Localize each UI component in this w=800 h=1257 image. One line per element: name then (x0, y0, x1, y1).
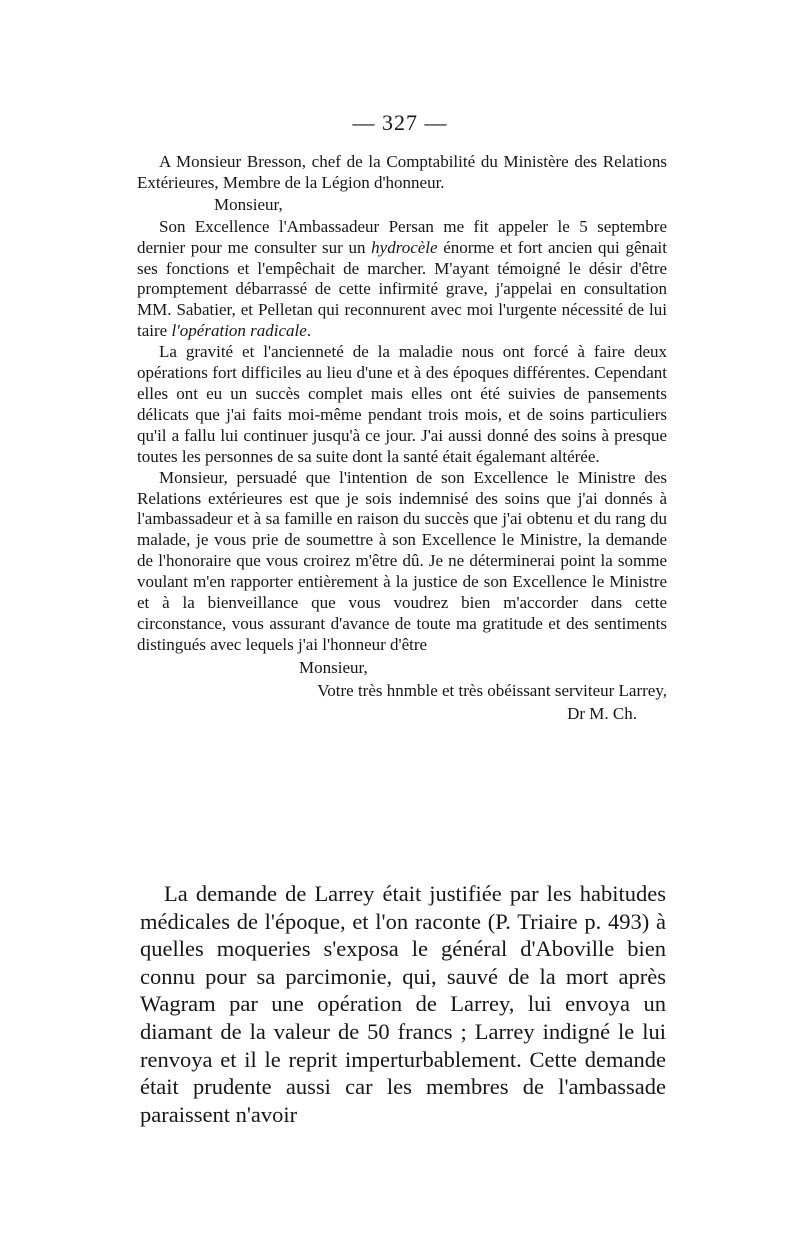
letter-paragraph-1-text-c: . (306, 321, 312, 341)
commentary-paragraph: La demande de Larrey était justifiée par les habitudes médicales de l'époque, et l'on raconte (P. Triaire p. 493) à quelles moqueries s'exposa le général d'Aboville bien connu pour sa parcimonie, qui, sauvé de la mort après Wagram par une opération de Larrey, lui envoya un diamant de la valeur de 50 francs ; Larrey indigné le lui renvoya et il le reprit imperturbablement. Cette demande était prudente aussi car les membres de l'ambassade paraissent n'avoir (140, 881, 666, 1127)
commentary-text (140, 880, 666, 1128)
quoted-letter (137, 152, 667, 724)
letter-paragraph-3: Monsieur, persuadé que l'intention de son Excellence le Ministre des Relations extérieures est que je sois indemnisé des soins que j'ai donnés à l'ambassadeur et à sa famille en raison du succès que j'ai obtenu et du rang du malade, je vous prie de soumettre à son Excellence le Ministre, la demande de l'honoraire que vous croirez m'être dû. Je ne déterminerai point la somme voulant m'en rapporter entièrement à la justice de son Excellence le Ministre et à la bienveillance que vous voudrez bien m'accorder dans cette circonstance, vous assurant d'avance de toute ma gratitude et des sentiments distingués avec lequels j'ai l'honneur d'être (137, 467, 667, 654)
page-number: — 327 — (352, 110, 448, 135)
letter-signature: Dr M. Ch. (567, 703, 637, 723)
letter-salutation: Monsieur, (214, 194, 283, 214)
letter-paragraph-1-text-a: Son Excellence l'Ambassadeur Persan me fit appeler le 5 septembre dernier pour me consulter sur un (137, 216, 667, 257)
letter-paragraph-1-text-b: énorme et fort ancien qui gênait ses fonctions et l'empêchait de marcher. M'ayant témoigné le désir d'être promptement débarrassé de cette infirmité grave, j'appelai en consultation MM. Sabatier, et Pelletan qui reconnurent avec moi l'urgente nécessité de lui taire (137, 237, 667, 341)
letter-paragraph-1-italic-operation: l'opération radicale (171, 321, 307, 341)
letter-closing: Votre très hnmble et très obéissant serviteur Larrey, (317, 680, 667, 700)
letter-addressee: A Monsieur Bresson, chef de la Comptabilité du Ministère des Relations Extérieures, Membre de la Légion d'honneur. (137, 152, 667, 192)
letter-closing-salutation: Monsieur, (299, 657, 368, 677)
letter-paragraph-1-italic-term: hydrocèle (371, 237, 438, 257)
letter-paragraph-2: La gravité et l'ancienneté de la maladie nous ont forcé à faire deux opérations fort difficiles au lieu d'une et à des époques différentes. Cependant elles ont eu un succès complet mais elles ont été suivies de pansements délicats que j'ai faits moi-même pendant trois mois, et de soins particuliers qu'il a fallu lui continuer jusqu'à ce jour. J'ai aussi donné des soins à presque toutes les personnes de sa suite dont la santé était égalemant altérée. (137, 342, 667, 466)
letter-paragraph-1 (137, 217, 667, 342)
